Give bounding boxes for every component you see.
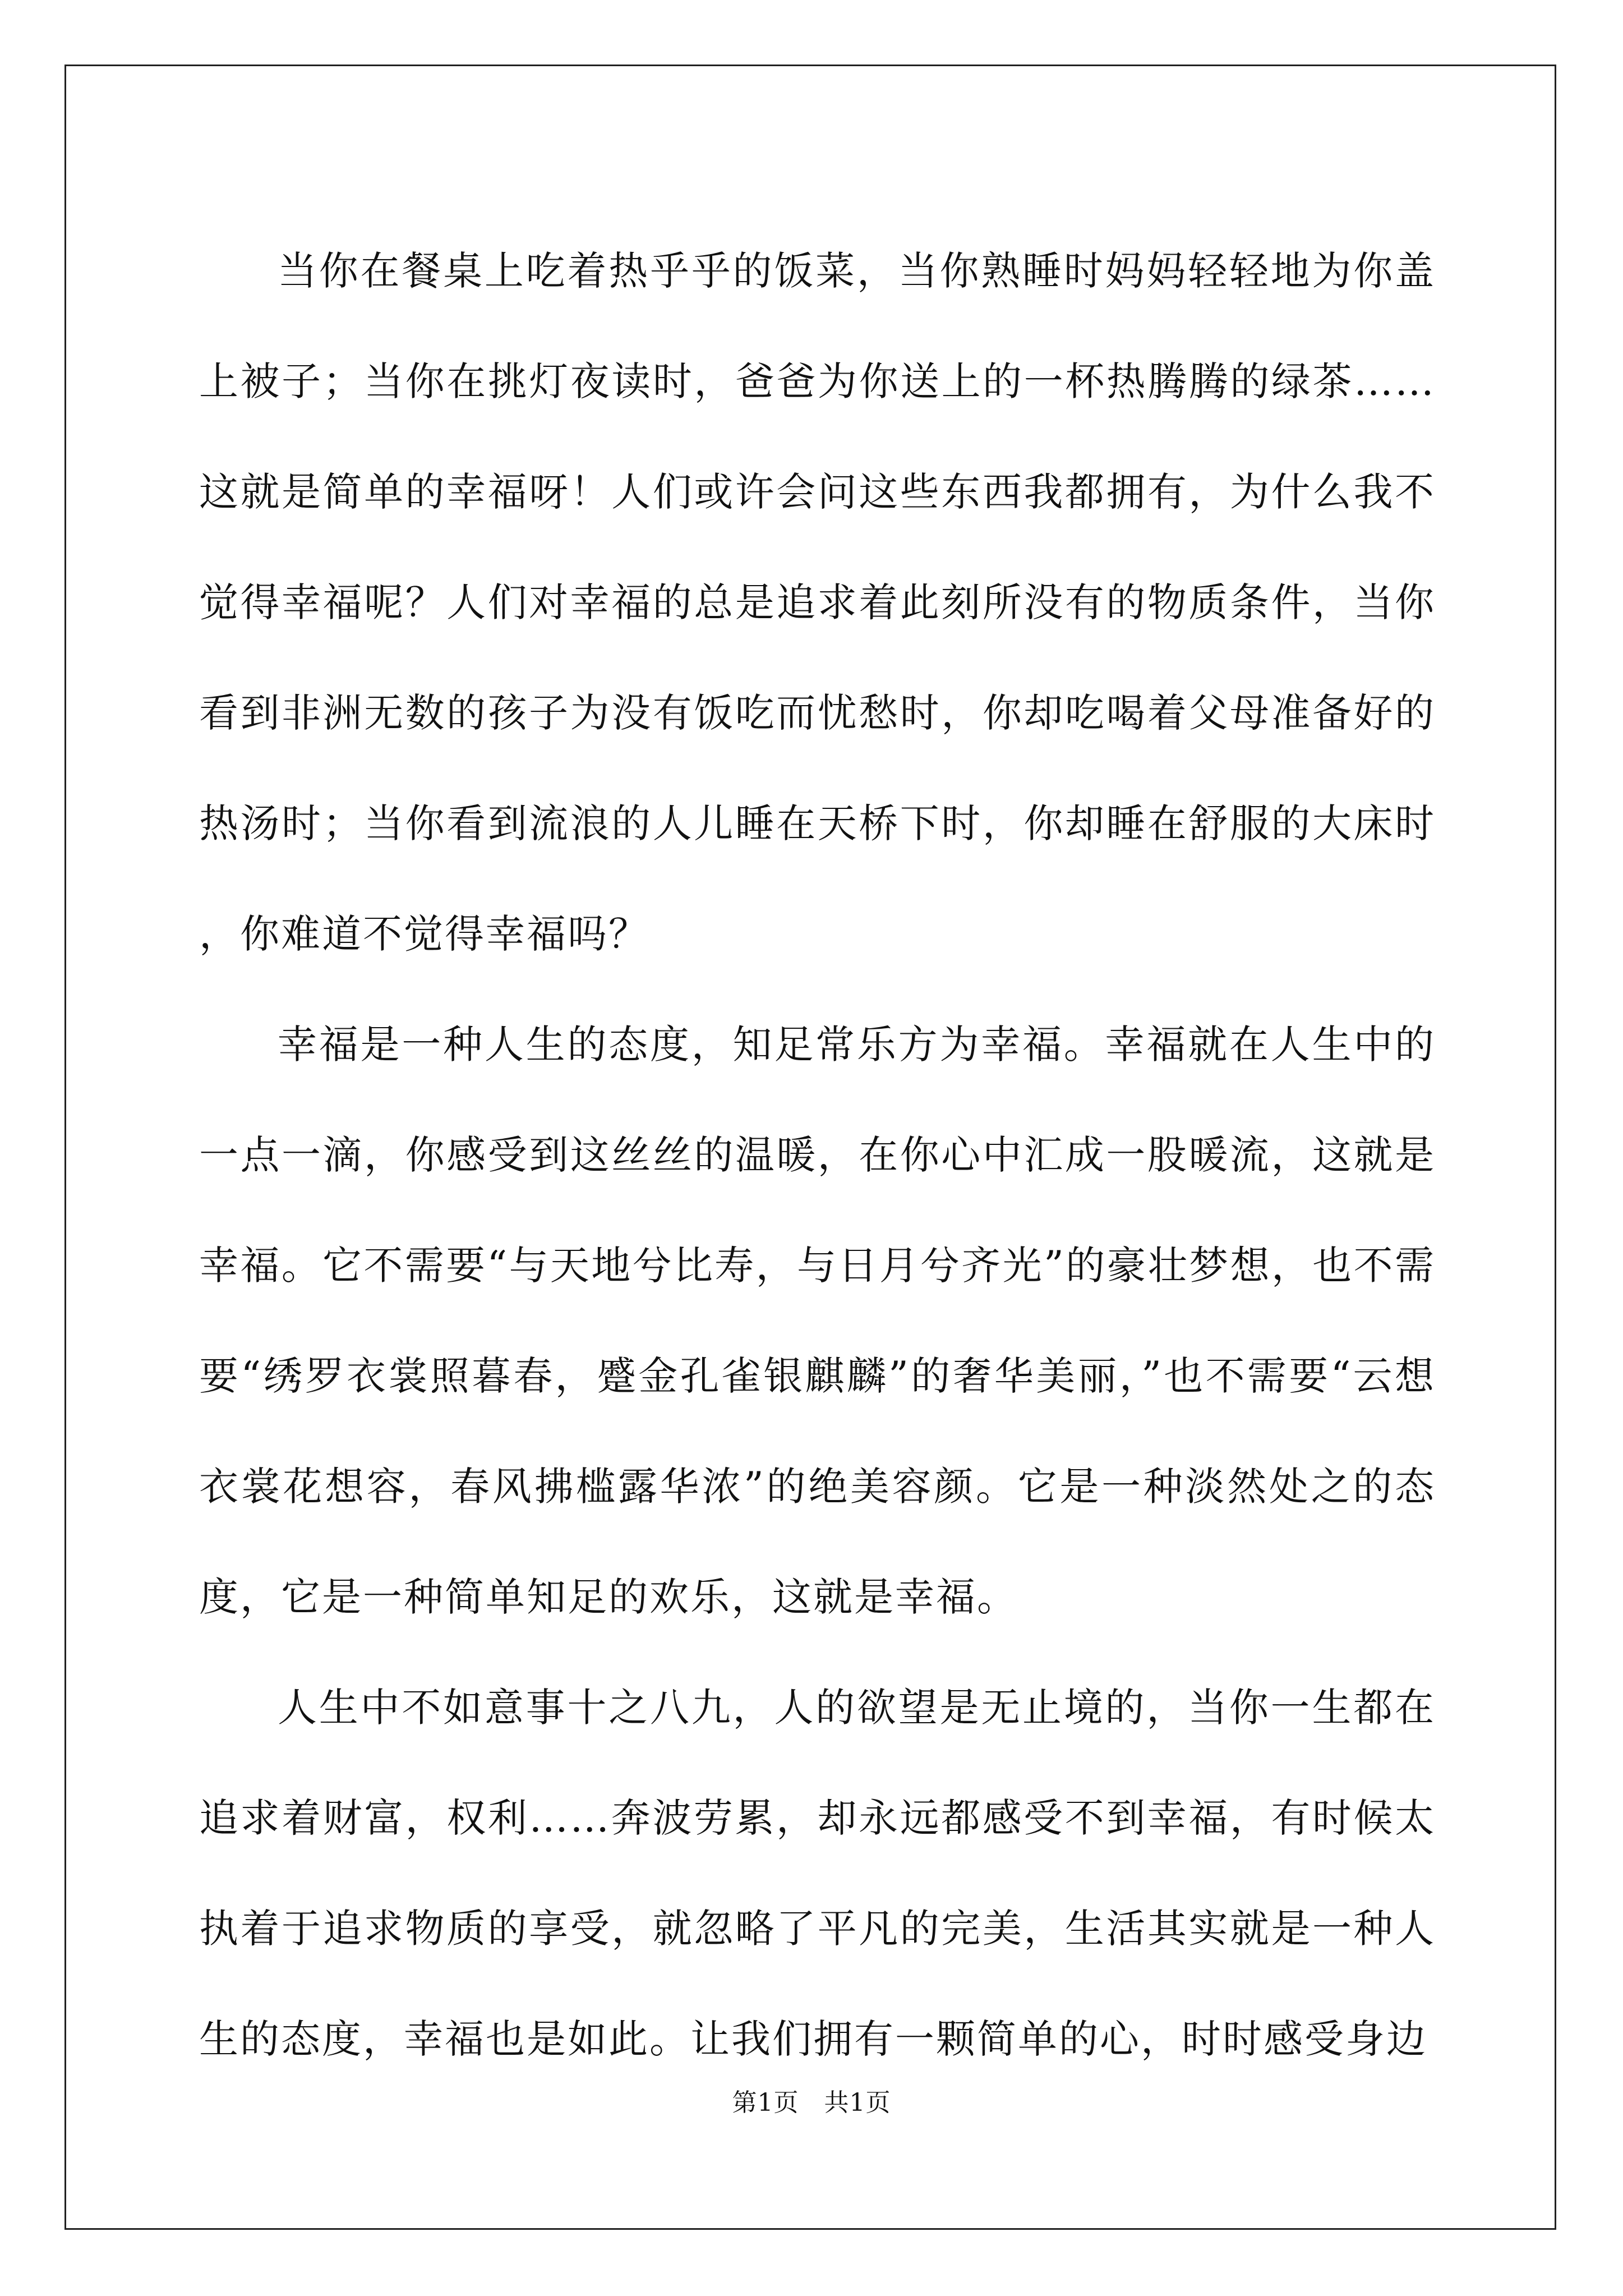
paragraph-3: 人生中不如意事十之八九，人的欲望是无止境的，当你一生都在追求着财富，权利……奔波劳累，却永远都感受不到幸福，有时候太执着于追求物质的享受，就忽略了平凡的完美，生活其实就是一种人生的态度，幸福也是如此。让我们拥有一颗简单的心，时时感受身边: [199, 1685, 1436, 2062]
page-footer: 第1页 共1页: [732, 2088, 891, 2117]
document-body: [199, 216, 1436, 2095]
paragraph-1: 当你在餐桌上吃着热乎乎的饭菜，当你熟睡时妈妈轻轻地为你盖上被子；当你在挑灯夜读时，爸爸为你送上的一杯热腾腾的绿茶……这就是简单的幸福呀！人们或许会问这些东西我都拥有，为什么我不觉得幸福呢？人们对幸福的总是追求着此刻所没有的物质条件，当你看到非洲无数的孩子为没有饭吃而忧愁时，你却吃喝着父母准备好的热汤时；当你看到流浪的人儿睡在天桥下时，你却睡在舒服的大床时，你难道不觉得幸福吗？: [199, 248, 1436, 957]
paragraph-2: 幸福是一种人生的态度，知足常乐方为幸福。幸福就在人生中的一点一滴，你感受到这丝丝的温暖，在你心中汇成一股暖流，这就是幸福。它不需要“与天地兮比寿，与日月兮齐光”的豪壮梦想，也不需要“绣罗衣裳照暮春，蹙金孔雀银麒麟”的奢华美丽，”也不需要“云想衣裳花想容，春风拂槛露华浓”的绝美容颜。它是一种淡然处之的态度，它是一种简单知足的欢乐，这就是幸福。: [199, 1022, 1436, 1620]
